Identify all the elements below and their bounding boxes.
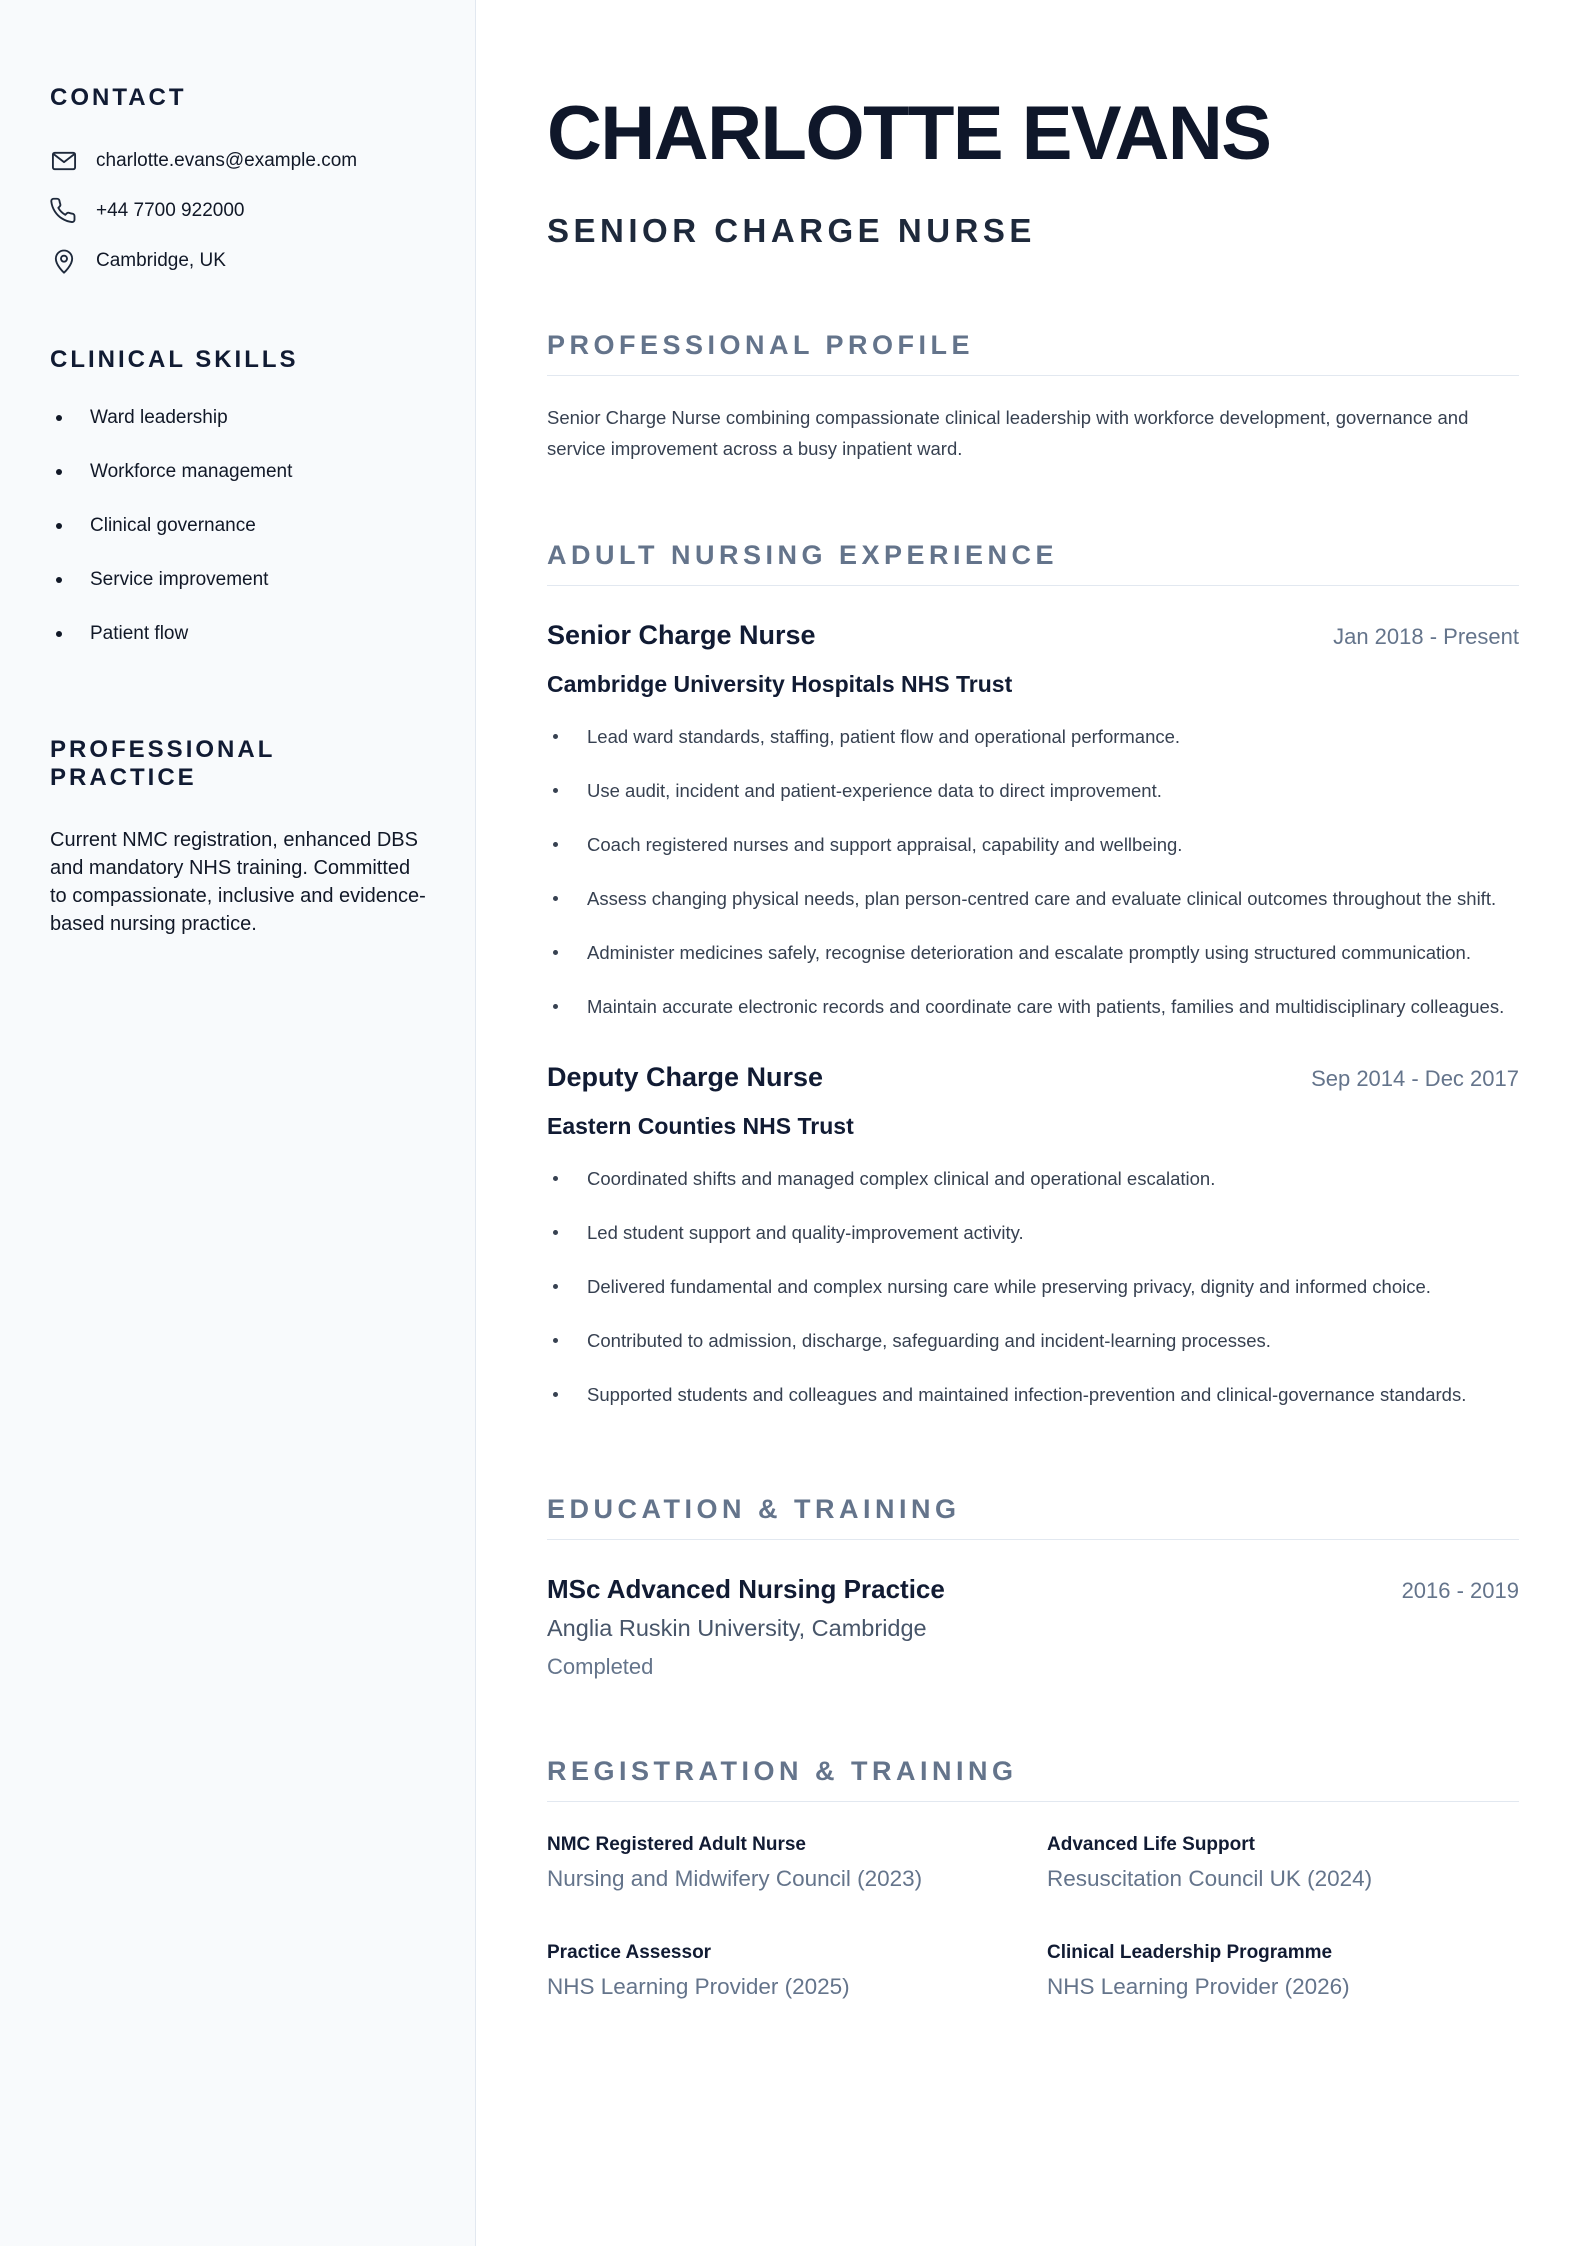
location-text: Cambridge, UK: [96, 250, 226, 271]
bullet-item: Lead ward standards, staffing, patient flow and operational performance.: [547, 718, 1519, 756]
bullet-item: Maintain accurate electronic records and coordinate care with patients, families and multidisciplinary colleagues.: [547, 988, 1519, 1026]
professional-practice-heading: PROFESSIONAL PRACTICE: [50, 736, 275, 791]
bullet-item: Coach registered nurses and support appraisal, capability and wellbeing.: [547, 826, 1519, 864]
skill-item: Service improvement: [50, 566, 425, 620]
registration-name: Practice Assessor: [547, 1942, 712, 1963]
location-pin-icon: [50, 247, 78, 275]
contact-list: [50, 136, 425, 286]
job-dates: Jan 2018 - Present: [1333, 624, 1519, 649]
contact-heading: CONTACT: [50, 84, 187, 111]
job-organisation: Eastern Counties NHS Trust: [547, 1113, 854, 1139]
phone-text: +44 7700 922000: [96, 200, 245, 221]
sidebar: [0, 0, 476, 2246]
registration-name: Clinical Leadership Programme: [1047, 1942, 1333, 1963]
registration-item: [1047, 1834, 1519, 1892]
job-entry: [547, 1062, 1519, 1414]
main-content: [547, 0, 1519, 2000]
job-entry: [547, 620, 1519, 1026]
clinical-skills-heading: CLINICAL SKILLS: [50, 346, 299, 373]
bullet-item: Led student support and quality-improvement activity.: [547, 1214, 1519, 1252]
job-dates: Sep 2014 - Dec 2017: [1311, 1066, 1519, 1091]
registration-issuer: NHS Learning Provider (2026): [1047, 1974, 1350, 1999]
candidate-name: CHARLOTTE EVANS: [547, 91, 1271, 176]
job-bullets: [547, 718, 1519, 1026]
education-heading: EDUCATION & TRAINING: [547, 1494, 1519, 1540]
skill-item: Clinical governance: [50, 512, 425, 566]
registration-name: NMC Registered Adult Nurse: [547, 1834, 806, 1855]
email-text: charlotte.evans@example.com: [96, 150, 358, 171]
profile-text: Senior Charge Nurse combining compassionate clinical leadership with workforce development, governance and service improvement across a busy inpatient ward.: [547, 407, 1469, 459]
degree-status: Completed: [547, 1654, 654, 1679]
bullet-item: Contributed to admission, discharge, safeguarding and incident-learning processes.: [547, 1322, 1519, 1360]
registration-name: Advanced Life Support: [1047, 1834, 1255, 1855]
degree-name: MSc Advanced Nursing Practice: [547, 1574, 945, 1604]
bullet-item: Administer medicines safely, recognise deterioration and escalate promptly using structured communication.: [547, 934, 1519, 972]
phone-icon: [50, 197, 78, 225]
education-entry: [547, 1574, 1519, 1680]
profile-heading: PROFESSIONAL PROFILE: [547, 330, 1519, 376]
contact-location: [50, 236, 425, 286]
professional-practice-text: Current NMC registration, enhanced DBS and mandatory NHS training. Committed to compassionate, inclusive and evidence-based nursing practice.: [50, 829, 426, 935]
job-bullets: [547, 1160, 1519, 1414]
job-title: Senior Charge Nurse: [547, 620, 816, 650]
skill-item: Ward leadership: [50, 404, 425, 458]
skill-item: Patient flow: [50, 620, 425, 674]
registration-heading: REGISTRATION & TRAINING: [547, 1756, 1519, 1802]
school-name: Anglia Ruskin University, Cambridge: [547, 1615, 927, 1641]
bullet-item: Delivered fundamental and complex nursing care while preserving privacy, dignity and informed choice.: [547, 1268, 1519, 1306]
bullet-item: Assess changing physical needs, plan person-centred care and evaluate clinical outcomes throughout the shift.: [547, 880, 1519, 918]
registration-issuer: Resuscitation Council UK (2024): [1047, 1866, 1373, 1891]
registration-issuer: NHS Learning Provider (2025): [547, 1974, 850, 1999]
bullet-item: Coordinated shifts and managed complex clinical and operational escalation.: [547, 1160, 1519, 1198]
registration-grid: [547, 1834, 1519, 2000]
mail-icon: [50, 147, 78, 175]
job-title: Deputy Charge Nurse: [547, 1062, 824, 1092]
contact-email[interactable]: [50, 136, 425, 186]
bullet-item: Supported students and colleagues and maintained infection-prevention and clinical-governance standards.: [547, 1376, 1519, 1414]
registration-item: [1047, 1942, 1519, 2000]
experience-heading: ADULT NURSING EXPERIENCE: [547, 540, 1519, 586]
degree-dates: 2016 - 2019: [1401, 1578, 1519, 1603]
registration-issuer: Nursing and Midwifery Council (2023): [547, 1866, 923, 1891]
bullet-item: Use audit, incident and patient-experience data to direct improvement.: [547, 772, 1519, 810]
job-title-headline: SENIOR CHARGE NURSE: [547, 212, 1036, 249]
job-organisation: Cambridge University Hospitals NHS Trust: [547, 671, 1013, 697]
registration-item: [547, 1942, 1047, 2000]
clinical-skills-list: [50, 404, 425, 674]
contact-phone[interactable]: [50, 186, 425, 236]
skill-item: Workforce management: [50, 458, 425, 512]
registration-item: [547, 1834, 1047, 1892]
